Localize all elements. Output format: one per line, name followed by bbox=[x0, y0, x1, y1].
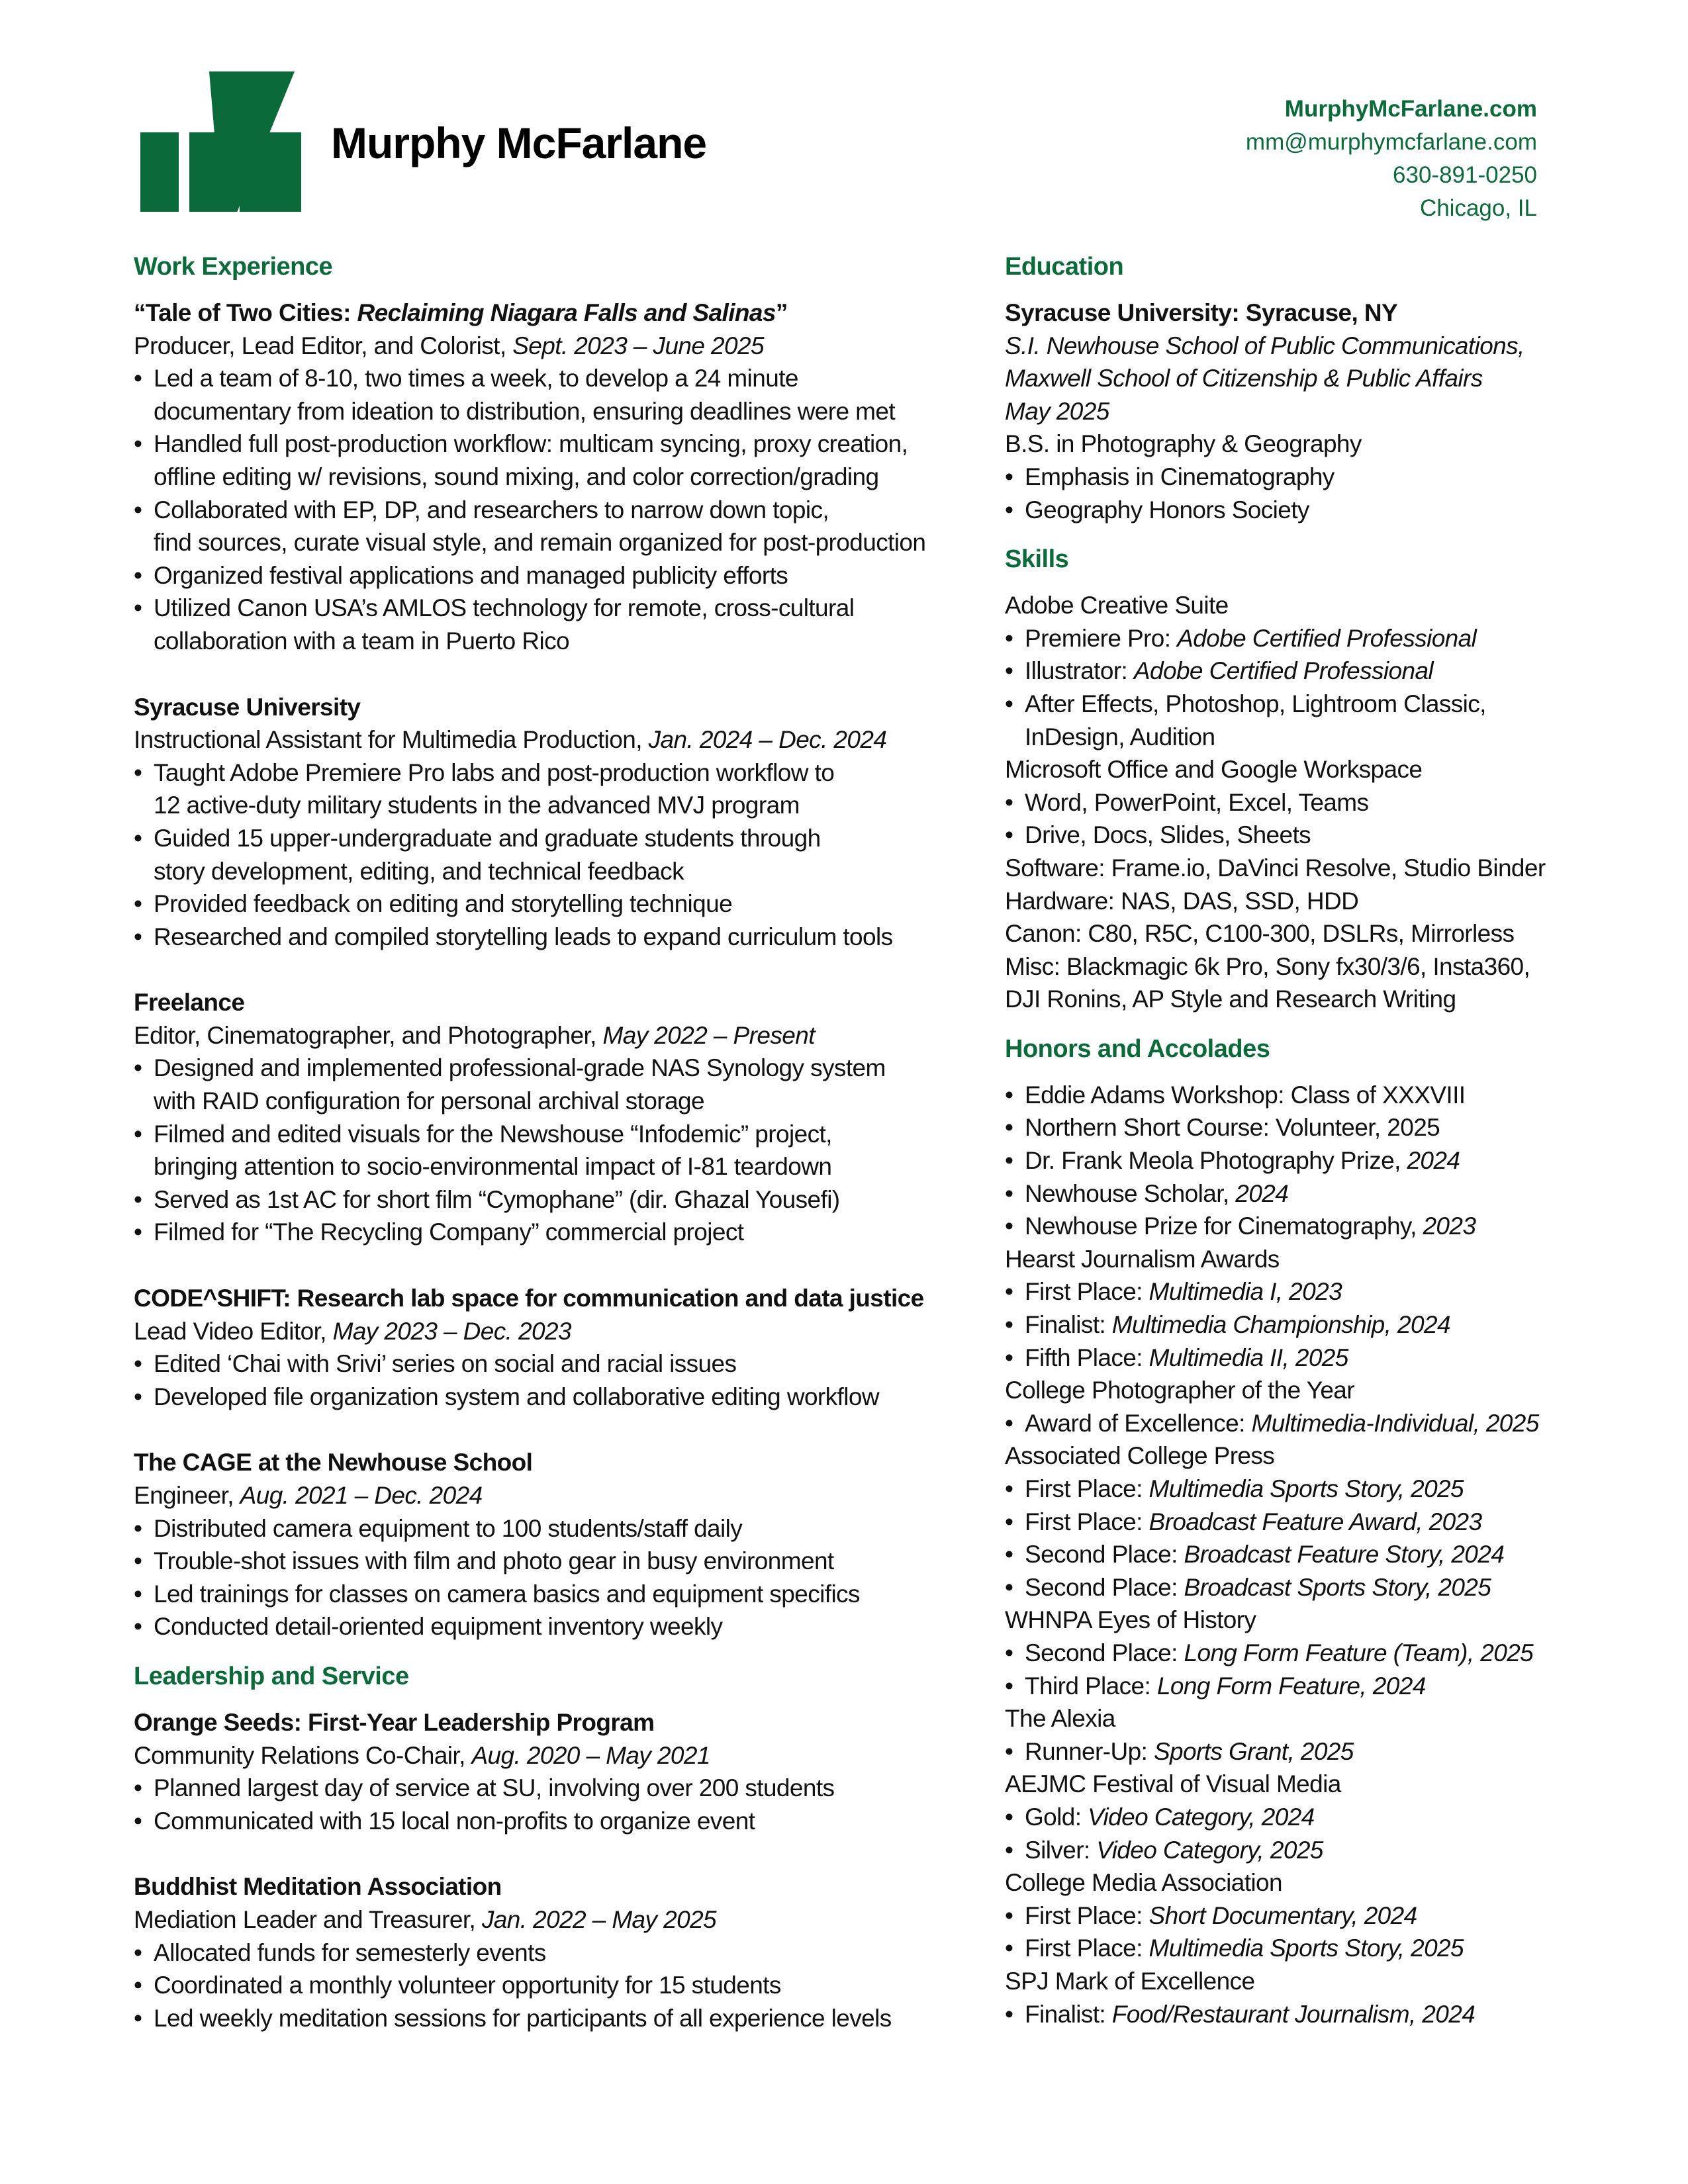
entry-bullet: • Communicated with 15 local non-profits to organize event bbox=[134, 1805, 994, 1838]
entry-title-italic: Reclaiming Niagara Falls and Salinas bbox=[357, 299, 776, 326]
entry-title bbox=[134, 1870, 994, 1903]
honor-label: Newhouse Scholar, bbox=[1025, 1179, 1236, 1207]
left-column bbox=[134, 250, 994, 2034]
skill-row-hardware: Hardware: NAS, DAS, SSD, HDD bbox=[1005, 887, 1359, 915]
honor-group-name: College Photographer of the Year bbox=[1005, 1377, 1354, 1404]
honor-item bbox=[1005, 1144, 1634, 1177]
honor-label: Northern Short Course: bbox=[1025, 1114, 1276, 1142]
entry-bullet: • Guided 15 upper-undergraduate and graduate students through bbox=[134, 822, 994, 855]
skill-row-canon: Canon: C80, R5C, C100-300, DSLRs, Mirrorless bbox=[1005, 920, 1515, 948]
honor-label: Gold: bbox=[1025, 1803, 1088, 1831]
entry-bullet: • Developed file organization system and collaborative editing workflow bbox=[134, 1381, 994, 1414]
honor-label: Runner-Up: bbox=[1025, 1737, 1154, 1765]
entry-bullet-cont: offline editing w/ revisions, sound mixing, and color correction/grading bbox=[154, 463, 879, 490]
honor-value: Multimedia-Individual, 2025 bbox=[1251, 1409, 1539, 1437]
entry-title-text: Freelance bbox=[134, 989, 245, 1017]
honor-label: Third Place: bbox=[1025, 1672, 1157, 1700]
honor-value: Short Documentary, 2024 bbox=[1149, 1901, 1417, 1929]
skills-adobe-title: Adobe Creative Suite bbox=[1005, 592, 1229, 619]
entry-bullet-cont: documentary from ideation to distribution, ensuring deadlines were met bbox=[154, 397, 896, 425]
honor-group-name: AEJMC Festival of Visual Media bbox=[1005, 1770, 1341, 1798]
logo-right-bar bbox=[189, 132, 228, 212]
honor-value: Long Form Feature (Team), 2025 bbox=[1184, 1639, 1534, 1666]
entry-bullet: • Researched and compiled storytelling leads to expand curriculum tools bbox=[134, 921, 994, 954]
entry-spacer bbox=[134, 658, 994, 691]
honor-item bbox=[1005, 1342, 1634, 1375]
education-degree: B.S. in Photography & Geography bbox=[1005, 430, 1362, 458]
honor-label: Second Place: bbox=[1025, 1573, 1184, 1601]
honor-value: 2024 bbox=[1235, 1179, 1289, 1207]
entry-bullet: • Conducted detail-oriented equipment inventory weekly bbox=[134, 1610, 994, 1643]
honor-group-name: Associated College Press bbox=[1005, 1442, 1275, 1470]
honor-item bbox=[1005, 1834, 1634, 1867]
honor-item bbox=[1005, 1571, 1634, 1604]
entry-bullet-cont: find sources, curate visual style, and remain organized for post-production bbox=[154, 529, 926, 557]
honor-value: Multimedia II, 2025 bbox=[1149, 1343, 1348, 1371]
website-link[interactable]: MurphyMcFarlane.com bbox=[1284, 96, 1537, 122]
honor-item bbox=[1005, 1079, 1634, 1112]
honors-list bbox=[1005, 1079, 1634, 2030]
entry-role-text: Community Relations Co-Chair, bbox=[134, 1741, 472, 1769]
skill-row-software: Software: Frame.io, DaVinci Resolve, Studio Binder bbox=[1005, 854, 1546, 882]
entry-dates: Sept. 2023 – June 2025 bbox=[512, 332, 764, 359]
entry-title bbox=[134, 1706, 994, 1739]
entry-bullet-cont: 12 active-duty military students in the advanced MVJ program bbox=[154, 792, 800, 819]
entry-bullet: • Handled full post-production workflow: multicam syncing, proxy creation, bbox=[134, 428, 994, 461]
honor-value: Video Category, 2024 bbox=[1088, 1803, 1315, 1831]
entry-role-text: Engineer, bbox=[134, 1482, 240, 1509]
honor-value: Multimedia Sports Story, 2025 bbox=[1149, 1475, 1464, 1502]
honor-value: Broadcast Feature Story, 2024 bbox=[1184, 1541, 1505, 1569]
section-heading-work-experience: Work Experience bbox=[134, 253, 333, 281]
education-date: May 2025 bbox=[1005, 397, 1109, 425]
skill-item: • Illustrator: Adobe Certified Professional bbox=[1005, 655, 1634, 688]
entry-bullet: • Distributed camera equipment to 100 students/staff daily bbox=[134, 1512, 994, 1545]
leadership-entries bbox=[134, 1706, 994, 2034]
entry-role bbox=[134, 1903, 994, 1936]
section-heading-honors: Honors and Accolades bbox=[1005, 1034, 1270, 1063]
entry-title-text: Orange Seeds: First-Year Leadership Program bbox=[134, 1708, 655, 1736]
honor-value: Video Category, 2025 bbox=[1096, 1836, 1323, 1864]
honor-group-name: College Media Association bbox=[1005, 1869, 1282, 1897]
honor-group-name: Hearst Journalism Awards bbox=[1005, 1245, 1280, 1273]
entry-dates: May 2023 – Dec. 2023 bbox=[332, 1317, 571, 1345]
honor-label: First Place: bbox=[1025, 1934, 1149, 1962]
honor-label: Dr. Frank Meola Photography Prize, bbox=[1025, 1147, 1407, 1175]
education-item: • Geography Honors Society bbox=[1005, 494, 1634, 527]
honor-label: Newhouse Prize for Cinematography, bbox=[1025, 1212, 1423, 1240]
honor-item bbox=[1005, 1308, 1634, 1342]
contact-block bbox=[1246, 93, 1537, 225]
entry-bullet: • Planned largest day of service at SU, involving over 200 students bbox=[134, 1772, 994, 1805]
entry-bullet: • Filmed and edited visuals for the Newshouse “Infodemic” project, bbox=[134, 1118, 994, 1151]
entry-dates: Jan. 2024 – Dec. 2024 bbox=[648, 726, 887, 754]
entry-dates: Aug. 2020 – May 2021 bbox=[471, 1741, 710, 1769]
education-college-1: S.I. Newhouse School of Public Communications, bbox=[1005, 332, 1524, 359]
honor-item bbox=[1005, 1998, 1634, 2031]
entry-bullet: • Designed and implemented professional-grade NAS Synology system bbox=[134, 1052, 994, 1085]
honor-value: Sports Grant, 2025 bbox=[1153, 1737, 1354, 1765]
honor-item bbox=[1005, 1111, 1634, 1144]
honor-value: Food/Restaurant Journalism, 2024 bbox=[1111, 2000, 1476, 2028]
entry-title bbox=[134, 296, 994, 330]
entry-role-text: Editor, Cinematographer, and Photographer, bbox=[134, 1021, 603, 1049]
entry-bullet: • Utilized Canon USA’s AMLOS technology for remote, cross-cultural bbox=[134, 592, 994, 625]
entry-bullet: • Led a team of 8-10, two times a week, to develop a 24 minute bbox=[134, 362, 994, 395]
section-heading-skills: Skills bbox=[1005, 545, 1069, 574]
honor-item bbox=[1005, 1637, 1634, 1670]
right-column bbox=[1005, 250, 1634, 2030]
honor-item bbox=[1005, 1801, 1634, 1834]
entry-bullet: • Trouble-shot issues with film and photo gear in busy environment bbox=[134, 1545, 994, 1578]
honor-value: Volunteer, 2025 bbox=[1275, 1114, 1440, 1142]
honor-item bbox=[1005, 1735, 1634, 1768]
entry-title bbox=[134, 1446, 994, 1479]
honor-group-name: SPJ Mark of Excellence bbox=[1005, 1967, 1255, 1995]
entry-role-text: Producer, Lead Editor, and Colorist, bbox=[134, 332, 513, 359]
entry-bullet: • Edited ‘Chai with Srivi’ series on social and racial issues bbox=[134, 1347, 994, 1381]
skill-item-cont: InDesign, Audition bbox=[1025, 723, 1215, 751]
entry-title bbox=[134, 986, 994, 1019]
honor-label: Second Place: bbox=[1025, 1639, 1184, 1666]
entry-role bbox=[134, 1739, 994, 1772]
email-link[interactable]: mm@murphymcfarlane.com bbox=[1245, 129, 1537, 155]
skill-item: • After Effects, Photoshop, Lightroom Classic, bbox=[1005, 688, 1634, 721]
honor-label: First Place: bbox=[1025, 1475, 1149, 1502]
honor-value: Multimedia Championship, 2024 bbox=[1111, 1311, 1450, 1339]
honor-label: Fifth Place: bbox=[1025, 1343, 1149, 1371]
entry-role-text: Mediation Leader and Treasurer, bbox=[134, 1905, 482, 1933]
entry-role-text: Instructional Assistant for Multimedia Production, bbox=[134, 726, 649, 754]
logo-left-bar bbox=[140, 132, 179, 212]
honor-item bbox=[1005, 1210, 1634, 1243]
education-school: Syracuse University: Syracuse, NY bbox=[1005, 299, 1398, 326]
entry-title-text: “Tale of Two Cities: bbox=[134, 299, 357, 326]
honor-value: Broadcast Feature Award, 2023 bbox=[1149, 1508, 1482, 1535]
education-item: • Emphasis in Cinematography bbox=[1005, 461, 1634, 494]
entry-role bbox=[134, 723, 994, 756]
entry-bullet: • Organized festival applications and managed publicity efforts bbox=[134, 559, 994, 592]
honor-value: Broadcast Sports Story, 2025 bbox=[1184, 1573, 1491, 1601]
location: Chicago, IL bbox=[1419, 195, 1537, 221]
logo-right-bar-2 bbox=[240, 132, 301, 212]
skill-row-misc-cont: DJI Ronins, AP Style and Research Writing bbox=[1005, 985, 1456, 1013]
honor-label: Second Place: bbox=[1025, 1541, 1184, 1569]
honor-label: Finalist: bbox=[1025, 1311, 1112, 1339]
entry-dates: Jan. 2022 – May 2025 bbox=[481, 1905, 717, 1933]
honor-label: First Place: bbox=[1025, 1508, 1149, 1535]
honor-value: Multimedia I, 2023 bbox=[1149, 1278, 1342, 1306]
entry-bullet: • Provided feedback on editing and storytelling technique bbox=[134, 887, 994, 921]
honor-item bbox=[1005, 1407, 1634, 1440]
entry-bullet: • Allocated funds for semesterly events bbox=[134, 1936, 994, 1970]
education-college-2: Maxwell School of Citizenship & Public Affairs bbox=[1005, 365, 1483, 392]
honor-item bbox=[1005, 1177, 1634, 1210]
honor-label: Finalist: bbox=[1025, 2000, 1112, 2028]
entry-title bbox=[134, 691, 994, 724]
honor-label: First Place: bbox=[1025, 1278, 1149, 1306]
honor-item bbox=[1005, 1899, 1634, 1933]
work-entries bbox=[134, 296, 994, 1643]
entry-spacer bbox=[134, 1837, 994, 1870]
section-heading-education: Education bbox=[1005, 253, 1124, 281]
entry-bullet: • Collaborated with EP, DP, and researchers to narrow down topic, bbox=[134, 494, 994, 527]
skills-office-title: Microsoft Office and Google Workspace bbox=[1005, 756, 1423, 784]
honor-value: Class of XXXVIII bbox=[1290, 1081, 1466, 1109]
skill-item: • Drive, Docs, Slides, Sheets bbox=[1005, 819, 1634, 852]
mm-monogram-logo bbox=[130, 71, 312, 212]
entry-role bbox=[134, 1019, 994, 1052]
entry-title-text: The CAGE at the Newhouse School bbox=[134, 1449, 533, 1477]
entry-bullet-cont: with RAID configuration for personal archival storage bbox=[154, 1087, 704, 1115]
entry-title bbox=[134, 1282, 994, 1315]
phone-number: 630-891-0250 bbox=[1393, 162, 1537, 188]
entry-dates: May 2022 – Present bbox=[602, 1021, 815, 1049]
honor-value: Multimedia Sports Story, 2025 bbox=[1149, 1934, 1464, 1962]
entry-bullet-cont: bringing attention to socio-environmental impact of I-81 teardown bbox=[154, 1153, 832, 1181]
honor-item bbox=[1005, 1275, 1634, 1308]
entry-title-end: ” bbox=[775, 299, 788, 326]
honor-item bbox=[1005, 1506, 1634, 1539]
candidate-name: Murphy McFarlane bbox=[331, 118, 707, 167]
honor-label: Eddie Adams Workshop: bbox=[1025, 1081, 1291, 1109]
honor-item bbox=[1005, 1473, 1634, 1506]
entry-title-text: Buddhist Meditation Association bbox=[134, 1873, 502, 1901]
entry-role-text: Lead Video Editor, bbox=[134, 1317, 333, 1345]
honor-item bbox=[1005, 1932, 1634, 1965]
entry-bullet: • Filmed for “The Recycling Company” commercial project bbox=[134, 1216, 994, 1249]
entry-spacer bbox=[134, 953, 994, 986]
skill-item: • Word, PowerPoint, Excel, Teams bbox=[1005, 786, 1634, 819]
section-heading-leadership: Leadership and Service bbox=[134, 1662, 409, 1690]
entry-role bbox=[134, 1315, 994, 1348]
entry-bullet: • Led trainings for classes on camera basics and equipment specifics bbox=[134, 1578, 994, 1611]
entry-title-text: CODE^SHIFT: Research lab space for communication and data justice bbox=[134, 1285, 924, 1312]
honor-label: Silver: bbox=[1025, 1836, 1097, 1864]
entry-spacer bbox=[134, 1249, 994, 1282]
entry-bullet: • Coordinated a monthly volunteer opportunity for 15 students bbox=[134, 1969, 994, 2002]
honor-value: 2024 bbox=[1407, 1147, 1460, 1175]
entry-dates: Aug. 2021 – Dec. 2024 bbox=[240, 1482, 483, 1509]
entry-bullet: • Taught Adobe Premiere Pro labs and post-production workflow to bbox=[134, 756, 994, 790]
entry-bullet-cont: story development, editing, and technical feedback bbox=[154, 857, 684, 885]
entry-bullet-cont: collaboration with a team in Puerto Rico bbox=[154, 627, 569, 655]
honor-item bbox=[1005, 1670, 1634, 1703]
honor-group-name: The Alexia bbox=[1005, 1705, 1115, 1733]
honor-value: 2023 bbox=[1423, 1212, 1476, 1240]
entry-role bbox=[134, 330, 994, 363]
honor-value: Long Form Feature, 2024 bbox=[1156, 1672, 1426, 1700]
skill-row-misc: Misc: Blackmagic 6k Pro, Sony fx30/3/6, Insta360, bbox=[1005, 952, 1530, 980]
honor-label: Award of Excellence: bbox=[1025, 1409, 1252, 1437]
skill-item: • Premiere Pro: Adobe Certified Professional bbox=[1005, 622, 1634, 655]
honor-label: First Place: bbox=[1025, 1901, 1149, 1929]
entry-spacer bbox=[134, 1413, 994, 1446]
honor-item bbox=[1005, 1538, 1634, 1571]
entry-bullet: • Served as 1st AC for short film “Cymophane” (dir. Ghazal Yousefi) bbox=[134, 1183, 994, 1216]
honor-group-name: WHNPA Eyes of History bbox=[1005, 1606, 1256, 1634]
entry-role bbox=[134, 1479, 994, 1512]
entry-title-text: Syracuse University bbox=[134, 693, 361, 721]
entry-bullet: • Led weekly meditation sessions for participants of all experience levels bbox=[134, 2002, 994, 2035]
